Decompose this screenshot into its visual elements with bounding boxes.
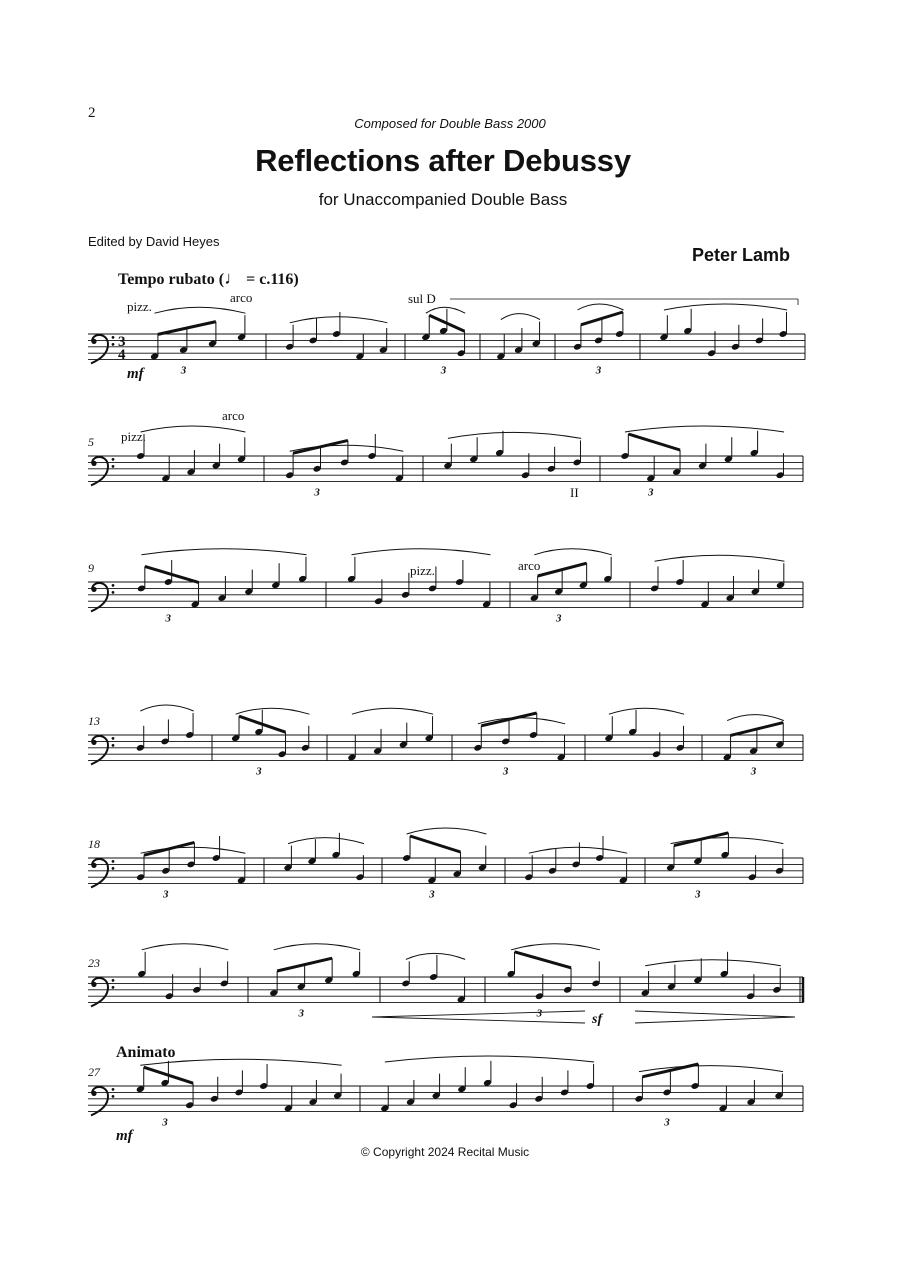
slur (406, 953, 465, 959)
slur (645, 960, 781, 966)
bass-clef-dot (112, 458, 115, 461)
tuplet-number: 3 (163, 888, 169, 901)
tuplet-number: 3 (298, 1007, 304, 1020)
time-signature-bottom: 4 (118, 347, 126, 363)
bass-clef-dot (91, 982, 96, 987)
slur (140, 1059, 341, 1065)
beam (515, 952, 572, 968)
slur (142, 944, 229, 950)
slur (236, 708, 310, 714)
slur (140, 705, 193, 711)
bass-clef-dot (112, 867, 115, 870)
bass-clef-dot (91, 461, 96, 466)
tuplet-number: 3 (556, 612, 562, 625)
bass-clef-dot (91, 740, 96, 745)
slur (511, 944, 600, 950)
slur (448, 432, 581, 438)
composer-name: Peter Lamb (692, 245, 791, 265)
slur (639, 1066, 783, 1072)
slur (407, 828, 487, 834)
crescendo-hairpin (372, 1011, 585, 1023)
slur (141, 426, 246, 432)
dynamic-sf: sf (592, 1012, 603, 1027)
tuplet-number: 3 (502, 765, 509, 778)
slur (578, 304, 624, 310)
performance-annotation: arco (222, 408, 245, 423)
slur (534, 549, 612, 555)
slur (609, 708, 684, 714)
tuplet-number: 3 (180, 364, 187, 377)
time-signature-top: 3 (118, 334, 126, 350)
staff-system (88, 944, 803, 1007)
bass-clef-dot (112, 336, 115, 339)
tuplet-number: 3 (314, 486, 320, 499)
slur (625, 426, 784, 432)
composed-note: Composed for Double Bass 2000 (354, 116, 546, 131)
bass-clef-dot (112, 860, 115, 863)
performance-annotation: arco (518, 558, 541, 573)
diminuendo-hairpin (635, 1011, 795, 1023)
tuplet-number: 3 (536, 1007, 543, 1020)
tuplet-number: 3 (695, 888, 701, 901)
bass-clef-dot (91, 339, 96, 344)
tempo-value: = c.116) (242, 271, 299, 288)
slur (141, 549, 306, 555)
performance-annotation: arco (230, 290, 253, 305)
staff-system (88, 705, 803, 764)
slur (426, 307, 465, 313)
performance-annotation: pizz. (121, 429, 146, 444)
measure-number: 9 (88, 561, 94, 575)
performance-annotation: II (570, 485, 579, 500)
piece-title: Reflections after Debussy (255, 143, 631, 178)
staff-system (88, 549, 803, 612)
quarter-note-icon: ♩ (224, 268, 243, 288)
tuplet-number: 3 (256, 765, 262, 778)
slur (727, 715, 784, 721)
tempo-label: Tempo rubato ( (118, 271, 225, 288)
measure-number: 18 (88, 837, 100, 851)
tuplet-number: 3 (595, 364, 602, 377)
section-animato: Animato (116, 1044, 176, 1061)
bass-clef-dot (112, 584, 115, 587)
slur (155, 307, 246, 313)
piece-subtitle: for Unaccompanied Double Bass (318, 190, 568, 209)
bass-clef-dot (112, 737, 115, 740)
tuplet-number: 3 (664, 1116, 670, 1129)
dynamic-mf: mf (127, 366, 144, 382)
bass-clef-dot (91, 587, 96, 592)
bass-clef-dot (112, 343, 115, 346)
bass-clef-dot (112, 744, 115, 747)
bass-clef-dot (112, 1095, 115, 1098)
bass-clef-dot (112, 591, 115, 594)
performance-annotation: sul D (408, 291, 436, 306)
slur (352, 549, 491, 555)
measure-number: 5 (88, 435, 94, 449)
bass-clef-dot (112, 986, 115, 989)
bass-clef-dot (91, 863, 96, 868)
slur (501, 314, 540, 320)
measure-number: 23 (88, 956, 100, 970)
tuplet-number: 3 (440, 364, 447, 377)
bass-clef-dot (112, 979, 115, 982)
staff-system (88, 828, 803, 887)
beam (628, 434, 680, 450)
staff-system (88, 426, 803, 485)
tuplet-number: 3 (162, 1116, 168, 1129)
tuplet-number: 3 (648, 486, 654, 499)
staff-system (88, 304, 805, 363)
bass-clef-dot (112, 1088, 115, 1091)
measure-number: 13 (88, 714, 100, 728)
tuplet-number: 3 (429, 888, 435, 901)
bass-clef-dot (91, 1091, 96, 1096)
page-number: 2 (88, 105, 96, 121)
slur (385, 1056, 594, 1062)
slur (529, 847, 627, 853)
beam (410, 836, 461, 852)
slur (288, 838, 364, 844)
dynamic-mf: mf (116, 1128, 133, 1144)
performance-annotation: pizz. (410, 563, 435, 578)
bass-clef-dot (112, 465, 115, 468)
tuplet-number: 3 (750, 765, 757, 778)
slur (352, 708, 433, 714)
slur (655, 555, 785, 561)
copyright-notice: © Copyright 2024 Recital Music (360, 1145, 530, 1159)
tuplet-number: 3 (165, 612, 172, 625)
measure-number: 27 (88, 1065, 100, 1079)
staff-system (88, 1056, 803, 1115)
slur (290, 317, 388, 323)
editor-credit: Edited by David Heyes (88, 234, 220, 249)
slur (664, 304, 787, 310)
slur (274, 944, 361, 950)
performance-annotation: pizz. (127, 299, 152, 314)
